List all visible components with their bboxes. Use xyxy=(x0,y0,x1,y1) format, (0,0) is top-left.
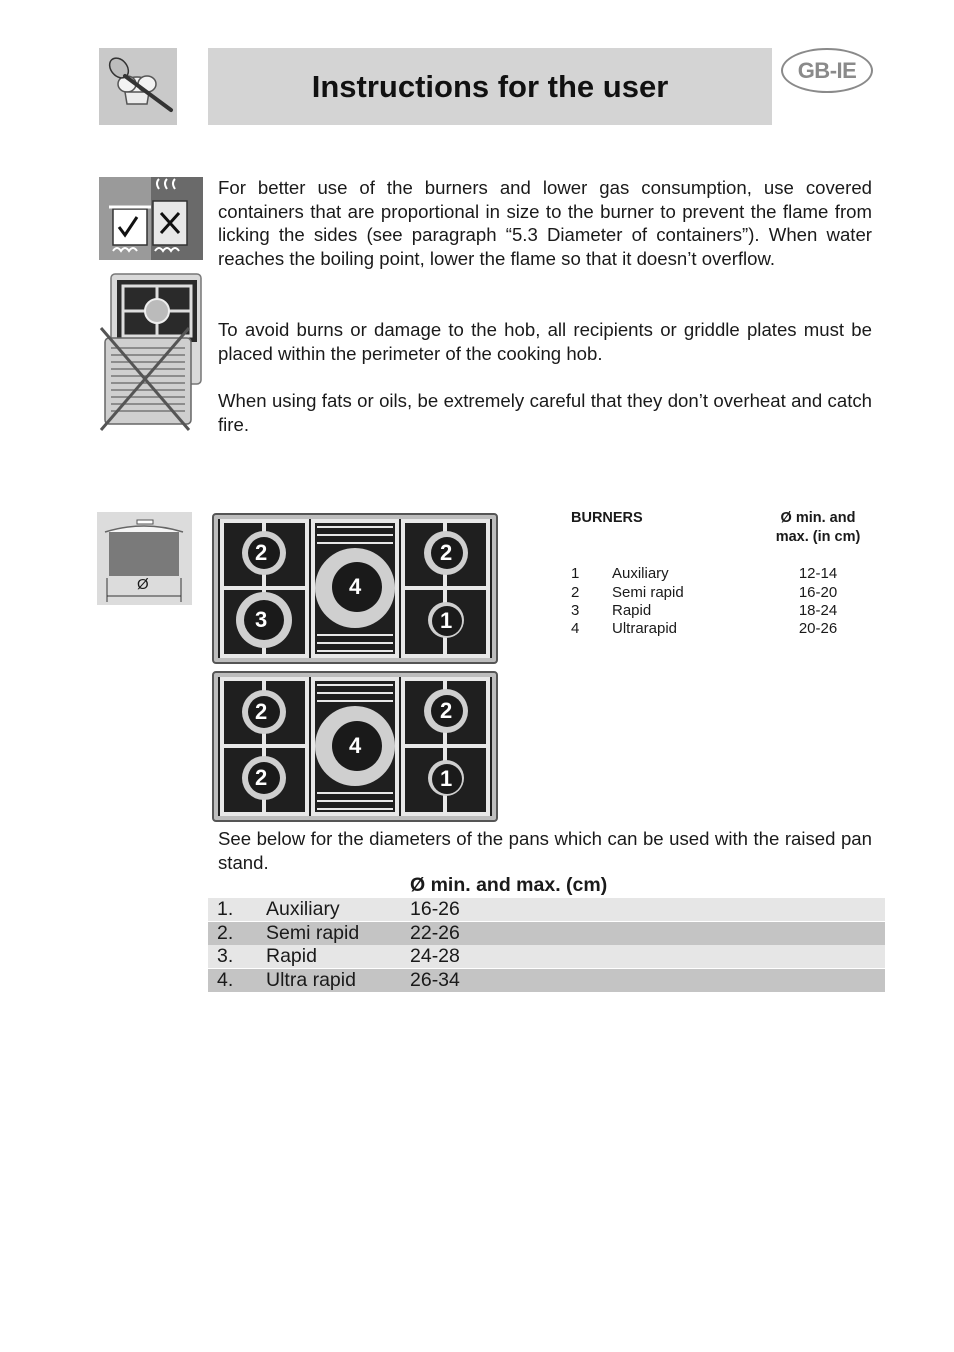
burner-range: 18-24 xyxy=(798,602,838,619)
pan-number: 2. xyxy=(217,922,234,944)
pan-range: 16-26 xyxy=(410,898,460,920)
burner-range: 20-26 xyxy=(798,620,838,637)
burner-name: Ultrarapid xyxy=(612,620,678,637)
table-row xyxy=(208,922,885,945)
burner-name: Auxiliary xyxy=(612,565,669,582)
table-row xyxy=(571,620,871,638)
title-bar xyxy=(208,48,772,125)
burner-label: 3 xyxy=(255,607,268,632)
burner-name: Semi rapid xyxy=(612,584,684,601)
burner-label: 1 xyxy=(440,608,453,633)
burner-number: 3 xyxy=(571,602,580,619)
pan-range: 26-34 xyxy=(410,969,460,991)
pan-number: 3. xyxy=(217,945,234,967)
burner-label: 4 xyxy=(349,733,362,758)
diameter-header-line-1: Ø min. and xyxy=(780,510,856,526)
table-row xyxy=(208,969,885,992)
pan-burner-name: Rapid xyxy=(266,945,317,967)
burner-label: 2 xyxy=(255,540,268,565)
burner-label: 2 xyxy=(255,699,268,724)
intro-paragraph-2: To avoid burns or damage to the hob, all recipients or griddle plates must be placed within the perimeter of the cooking hob. xyxy=(218,319,872,364)
raised-stand-text: See below for the diameters of the pans which can be used with the raised pan stand. xyxy=(218,828,872,873)
burner-range: 12-14 xyxy=(798,565,838,582)
chef-logo-icon xyxy=(99,48,177,125)
burner-name: Rapid xyxy=(612,602,652,619)
pan-number: 4. xyxy=(217,969,234,991)
burner-label: 2 xyxy=(440,540,453,565)
raised-stand-header: Ø min. and max. (cm) xyxy=(410,874,608,896)
table-row xyxy=(571,602,871,620)
table-row xyxy=(571,584,871,602)
intro-paragraph-3: When using fats or oils, be extremely careful that they don’t overheat and catch fire. xyxy=(218,390,872,435)
covered-pot-icon xyxy=(99,177,203,260)
burner-range: 16-20 xyxy=(798,584,838,601)
pan-burner-name: Auxiliary xyxy=(266,898,340,920)
burners-table-header: BURNERS xyxy=(571,510,643,526)
burner-label: 1 xyxy=(440,766,453,791)
table-row xyxy=(208,898,885,921)
pan-burner-name: Semi rapid xyxy=(266,922,360,944)
burner-label: 2 xyxy=(440,698,453,723)
country-badge xyxy=(781,48,873,93)
diameter-header xyxy=(761,509,875,547)
hob-diagram-top xyxy=(212,513,498,664)
hob-diagram-bottom xyxy=(212,671,498,822)
intro-paragraph-1: For better use of the burners and lower gas consumption, use covered containers that are proportional in size to the burner to prevent the flame from licking the sides (see paragraph “5.3 Diameter of containers”). When water reaches the boiling point, lower the flame so that it doesn’t overflow. xyxy=(218,177,872,269)
diameter-symbol: Ø xyxy=(137,576,149,593)
burner-label: 4 xyxy=(349,574,362,599)
table-row xyxy=(208,945,885,968)
pan-number: 1. xyxy=(217,898,234,920)
pot-diameter-icon xyxy=(97,512,192,605)
burner-number: 2 xyxy=(571,584,580,601)
pan-range: 22-26 xyxy=(410,922,460,944)
burner-label: 2 xyxy=(255,765,268,790)
diameter-header-line-2: max. (in cm) xyxy=(775,529,861,545)
country-badge-label: GB-IE xyxy=(797,57,857,83)
pan-range: 24-28 xyxy=(410,945,460,967)
griddle-warning-icon xyxy=(99,272,203,432)
burner-number: 4 xyxy=(571,620,580,637)
page-title: Instructions for the user xyxy=(311,68,669,104)
pan-burner-name: Ultra rapid xyxy=(266,969,356,991)
burner-number: 1 xyxy=(571,565,580,582)
table-row xyxy=(571,565,871,583)
